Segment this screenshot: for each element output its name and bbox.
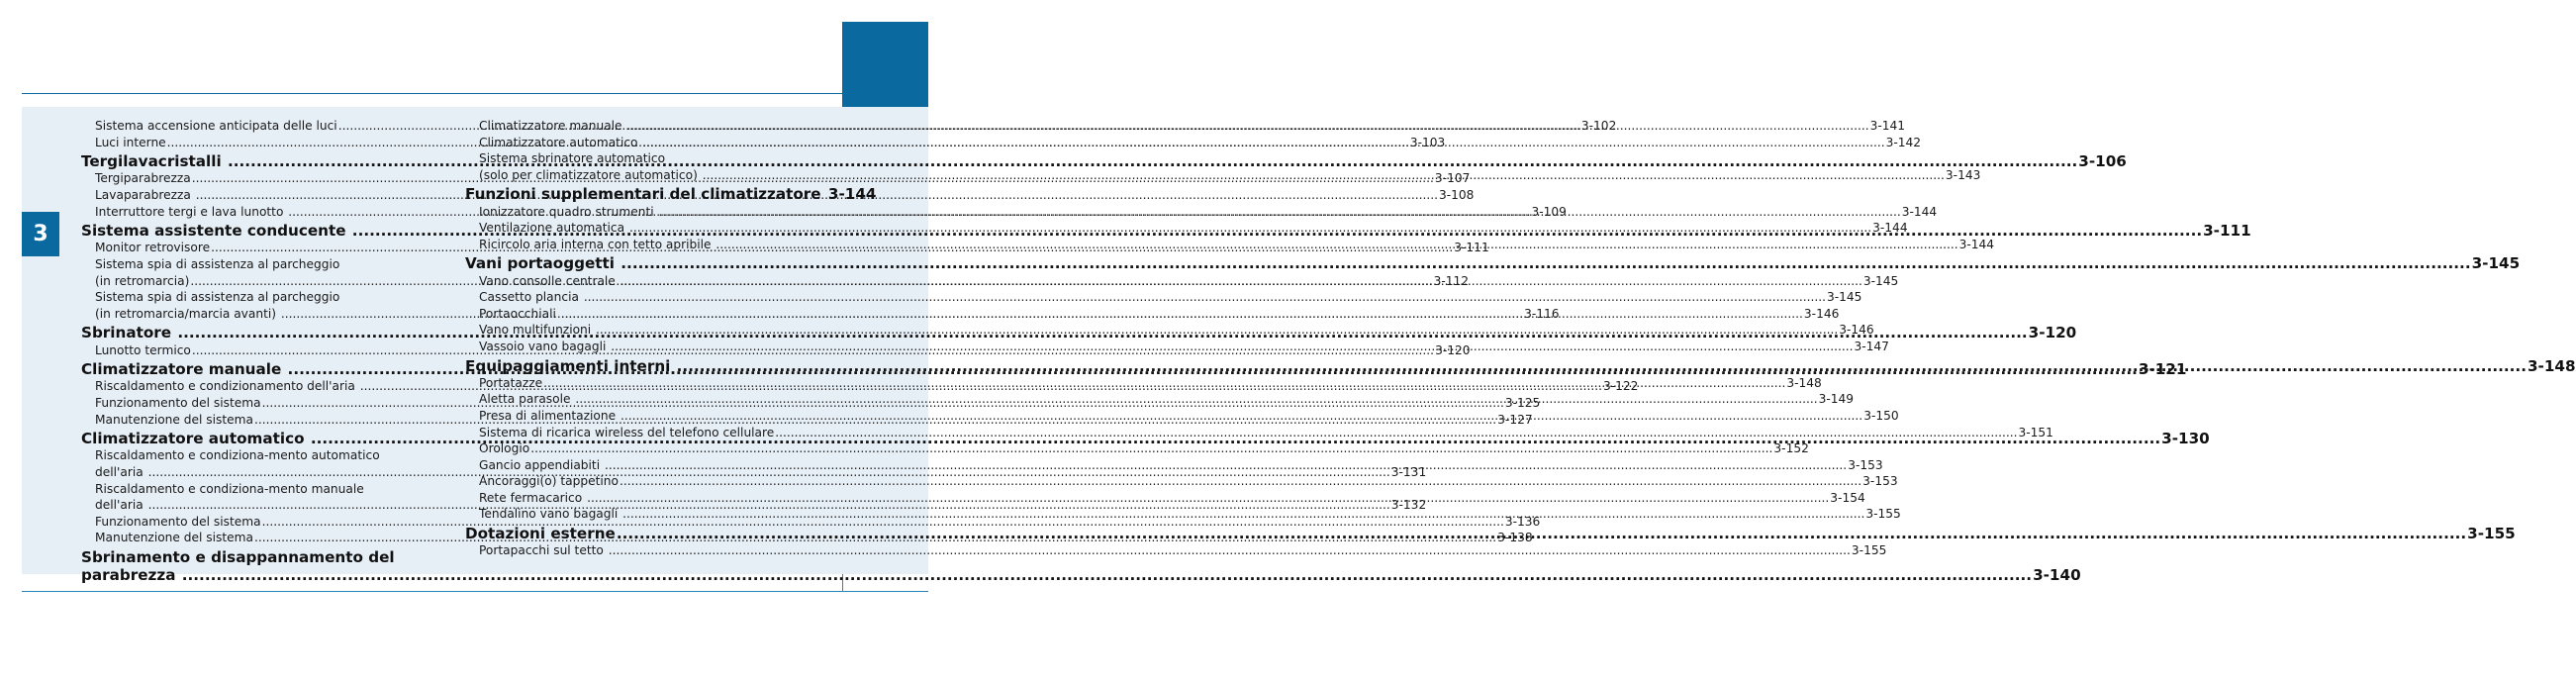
- toc-entry[interactable]: Climatizzatore manuale ..... 3-141: [465, 118, 813, 135]
- toc-entry[interactable]: Portaocchiali ..... 3-146: [465, 306, 813, 323]
- toc-entry[interactable]: Manutenzione del sistema ..... 3-127: [81, 412, 429, 429]
- toc-section[interactable]: parabrezza ..... 3-140: [81, 566, 429, 584]
- toc-entry[interactable]: Rete fermacarico ..... 3-154: [465, 490, 813, 507]
- header-rule: [22, 93, 928, 94]
- toc-section[interactable]: Funzioni supplementari del climatizzatore 3-144: [465, 185, 877, 204]
- toc-section[interactable]: Climatizzatore automatico ..... 3-130: [81, 430, 429, 447]
- toc-entry[interactable]: Aletta parasole ..... 3-149: [465, 391, 813, 408]
- toc-section-line: Sbrinamento e disappannamento del: [81, 547, 395, 566]
- toc-entry[interactable]: Ionizzatore quadro strumenti ..... 3-144: [465, 204, 813, 221]
- chapter-tab: 3: [22, 212, 59, 256]
- toc-entry[interactable]: dell'aria ..... 3-131: [81, 464, 429, 481]
- toc-entry[interactable]: Interruttore tergi e lava lunotto ..... 3-109: [81, 204, 429, 221]
- toc-entry[interactable]: Cassetto plancia ..... 3-145: [465, 289, 813, 306]
- toc-entry-line: Riscaldamento e condiziona-mento manuale: [95, 481, 364, 496]
- toc-entry[interactable]: Ventilazione automatica ..... 3-144: [465, 220, 813, 237]
- toc-entry[interactable]: (in retromarcia/marcia avanti) ..... 3-116: [81, 306, 429, 323]
- toc-entry[interactable]: Tendalino vano bagagli ..... 3-155: [465, 506, 813, 523]
- toc-entry[interactable]: Lavaparabrezza ..... 3-108: [81, 187, 429, 204]
- toc-entry[interactable]: Lunotto termico ..... 3-120: [81, 342, 429, 359]
- toc-entry[interactable]: Ricircolo aria interna con tetto apribile ..... 3-144: [465, 237, 813, 253]
- toc-entry[interactable]: Portapacchi sul tetto ..... 3-155: [465, 542, 813, 559]
- toc-entry[interactable]: Funzionamento del sistema ..... 3-136: [81, 514, 429, 531]
- toc-entry[interactable]: Gancio appendiabiti ..... 3-153: [465, 457, 813, 474]
- toc-section[interactable]: Sistema assistente conducente ..... 3-111: [81, 222, 429, 240]
- toc-entry[interactable]: Vano consolle centrale ..... 3-145: [465, 273, 813, 290]
- toc-entry[interactable]: (in retromarcia) ..... 3-112: [81, 273, 429, 290]
- toc-entry[interactable]: Vassoio vano bagagli ..... 3-147: [465, 339, 813, 355]
- toc-entry-line: Riscaldamento e condiziona-mento automatico: [95, 448, 380, 463]
- toc-entry[interactable]: Manutenzione del sistema ..... 3-138: [81, 530, 429, 546]
- toc-section[interactable]: Sbrinatore ..... 3-120: [81, 324, 429, 341]
- toc-entry[interactable]: Vano multifunzioni ..... 3-146: [465, 322, 813, 339]
- toc-section[interactable]: Vani portaoggetti ..... 3-145: [465, 254, 813, 272]
- toc-entry[interactable]: Funzionamento del sistema ..... 3-125: [81, 395, 429, 412]
- toc-section[interactable]: Climatizzatore manuale ..... 3-121: [81, 360, 429, 378]
- toc-section[interactable]: Tergilavacristalli ..... 3-106: [81, 152, 429, 170]
- toc-entry-line: Sistema sbrinatore automatico: [479, 151, 666, 166]
- toc-entry[interactable]: Luci interne ..... 3-103: [81, 135, 429, 151]
- footer-rule: [22, 591, 928, 592]
- toc-entry[interactable]: Presa di alimentazione ..... 3-150: [465, 408, 813, 425]
- toc-entry[interactable]: Riscaldamento e condizionamento dell'aria ..... 3-122: [81, 378, 429, 395]
- toc-entry[interactable]: Climatizzatore automatico ..... 3-142: [465, 135, 813, 151]
- toc-entry[interactable]: Portatazze ..... 3-148: [465, 375, 813, 392]
- toc-entry[interactable]: Monitor retrovisore ..... 3-111: [81, 240, 429, 256]
- toc-entry[interactable]: Sistema di ricarica wireless del telefono cellulare ..... 3-151: [465, 425, 813, 441]
- toc-entry[interactable]: Sistema accensione anticipata delle luci ..... 3-102: [81, 118, 429, 135]
- corner-block: [842, 22, 928, 107]
- toc-entry[interactable]: dell'aria ..... 3-132: [81, 497, 429, 514]
- toc-entry-line: Sistema spia di assistenza al parcheggio: [95, 256, 340, 271]
- toc-section[interactable]: Equipaggiamenti interni ..... 3-148: [465, 357, 813, 375]
- toc-entry[interactable]: Tergiparabrezza ..... 3-107: [81, 170, 429, 187]
- toc-entry[interactable]: Ancoraggi(o) tappetino ..... 3-153: [465, 473, 813, 490]
- toc-entry[interactable]: (solo per climatizzatore automatico) ..... 3-143: [465, 167, 813, 184]
- toc-entry[interactable]: Orologio ..... 3-152: [465, 440, 813, 457]
- toc-entry-line: Sistema spia di assistenza al parcheggio: [95, 290, 340, 305]
- toc-section[interactable]: Dotazioni esterne ..... 3-155: [465, 525, 813, 542]
